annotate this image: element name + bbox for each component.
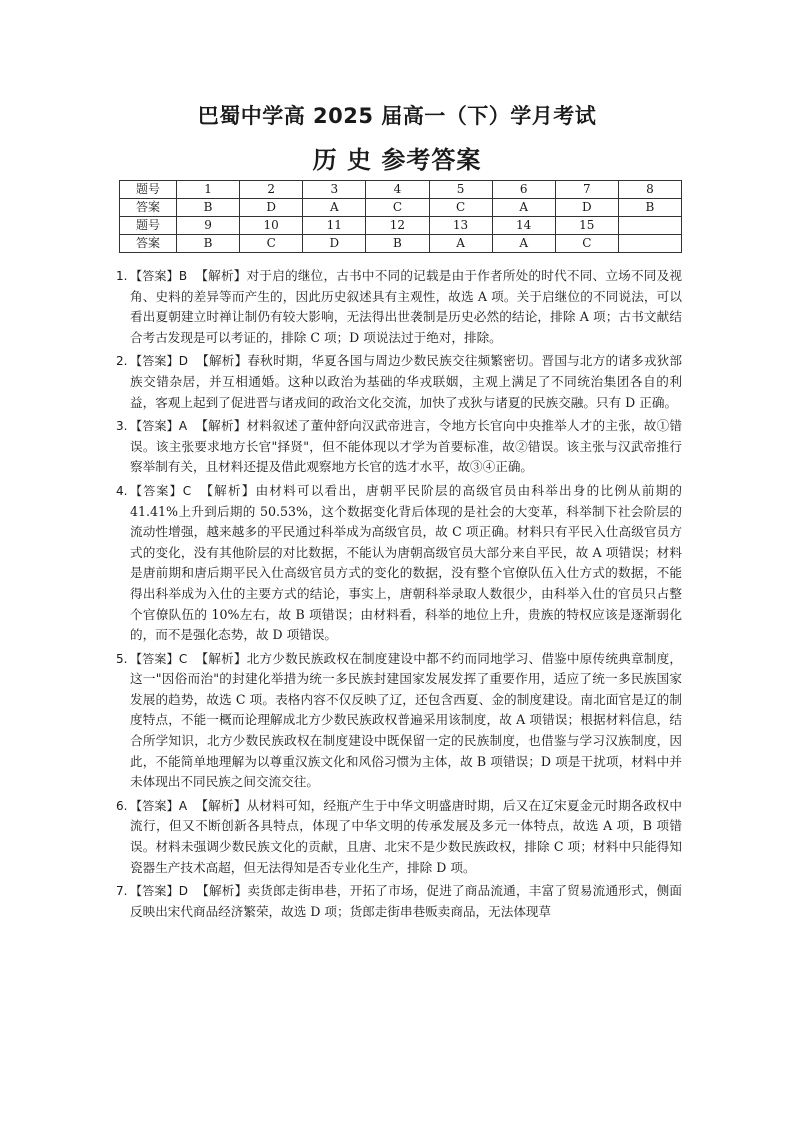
answer-table-row [120,235,682,253]
analysis-label: 【解析】 [196,353,248,369]
answer-table-cell: 5 [429,181,492,199]
item-number: 4. [116,483,128,498]
answer-table-cell: 7 [555,181,618,199]
answer-table-cell: 4 [366,181,429,199]
answer-tag: 【答案】A [130,419,188,434]
answer-table-cell: 3 [303,181,366,199]
answer-table-cell: B [366,235,429,253]
item-number: 2. [116,354,128,369]
answer-table-cell: 6 [492,181,555,199]
answer-table-cell: 14 [492,217,555,235]
explanation-item [116,416,682,478]
answer-tag: 【答案】D [130,884,189,899]
answer-table [119,180,682,253]
answer-table-cell: A [492,199,555,217]
explanation-item [116,481,682,646]
explanation-item [116,649,682,793]
answer-table-cell: B [618,199,681,217]
exam-subtitle: 历 史 参考答案 [312,146,482,174]
answer-table-cell: 2 [240,181,303,199]
answer-table-cell: 1 [177,181,240,199]
analysis-text: 对于启的继位，古书中不同的记载是由于作者所处的时代不同、立场不同及视角、史料的差异等而产生的，因此历史叙述具有主观性，故选 A 项。关于启继位的不同说法，可以看出夏朝建立时禅让制仍有较大影响，无法得出世袭制是历史必然的结论，排除 A 项；古书文献结合考古发现是可以考证的，排除 C 项；D 项说法过于绝对，排除。 [130,268,683,345]
analysis-text: 北方少数民族政权在制度建设中都不约而同地学习、借鉴中原传统典章制度，这一"因俗而治"的封建化举措为统一多民族封建国家发展发挥了重要作用，适应了统一多民族国家发展的趋势，故选 C 项。表格内容不仅反映了辽，还包含西夏、金的制度建设。南北面官是辽的制度特点，不能一概而论理解成北方少数民族政权普遍采用该制度，故 A 项错误；根据材料信息，结合所学知识，北方少数民族政权在制度建设中既保留一定的民族制度，也借鉴与学习汉族制度，因此，不能简单地理解为以尊重汉族文化和风俗习惯为主体，故 B 项错误；D 项是干扰项，材料中并未体现出不同民族之间交流交往。 [130,650,682,790]
answer-table-row [120,181,682,199]
explanation-item [116,881,682,922]
analysis-label: 【解析】 [195,650,247,666]
answer-table-cell: D [240,199,303,217]
answer-tag: 【答案】C [130,483,192,498]
answer-table-row-header: 题号 [120,217,177,235]
answer-table-cell: 12 [366,217,429,235]
answer-table-cell [618,217,681,235]
answer-table-cell: 9 [177,217,240,235]
answer-table-row [120,199,682,217]
analysis-text: 春秋时期，华夏各国与周边少数民族交往频繁密切。晋国与北方的诸多戎狄部族交错杂居，并互相通婚。这种以政治为基础的华戎联姻，主观上满足了不同统治集团各自的利益，客观上起到了促进晋与诸戎间的政治文化交流，加快了戎狄与诸夏的民族交融。只有 D 正确。 [130,353,683,410]
answer-table-cell: C [240,235,303,253]
answer-table-cell: 15 [555,217,618,235]
explanation-item [116,796,682,878]
answer-table-cell: C [366,199,429,217]
answer-table-cell: A [492,235,555,253]
answer-table-cell: A [429,235,492,253]
analysis-text: 由材料可以看出，唐朝平民阶层的高级官员由科举出身的比例从前期的 41.41%上升到后期的 50.53%，这个数据变化背后体现的是社会的大变革，科举制下社会阶层的流动性增强，越来越多的平民通过科举成为高级官员，故 C 项正确。材料只有平民入仕高级官员方式的变化，没有其他阶层的对比数据，不能认为唐朝高级官员大部分来自平民，故 A 项错误；材料是唐前期和唐后期平民入仕高级官员方式的变化的数据，没有整个官僚队伍入仕方式的数据，不能得出科举成为入仕的主要方式的结论，事实上，唐朝科举录取人数很少，由科举入仕的官员只占整个官僚队伍的 10%左右，故 B 项错误；由材料看，科举的地位上升，贵族的特权应该是逐渐弱化的，而不是强化态势，故 D 项错误。 [130,482,683,643]
explanation-item [116,266,682,348]
analysis-text: 卖货郎走街串巷，开拓了市场，促进了商品流通，丰富了贸易流通形式，侧面反映出宋代商品经济繁荣，故选 D 项；货郎走街串巷贩卖商品，无法体现草 [130,883,683,919]
analysis-label: 【解析】 [196,883,248,899]
analysis-label: 【解析】 [195,797,247,813]
analysis-label: 【解析】 [199,482,256,498]
answer-tag: 【答案】B [130,269,188,283]
answer-table-cell: C [555,235,618,253]
explanation-item [116,351,682,413]
answer-table-row-header: 答案 [120,199,177,217]
answer-table-cell: C [429,199,492,217]
answer-table-row [120,217,682,235]
item-number: 3. [116,419,128,434]
answer-table-cell: 8 [618,181,681,199]
analysis-text: 从材料可知，经瓶产生于中华文明盛唐时期，后又在辽宋夏金元时期各政权中流行，但又不断创新各具特点，体现了中华文明的传承发展及多元一体特点，故选 A 项，B 项错误。材料未强调少数民族文化的贡献，且唐、北宋不是少数民族政权，排除 C 项；材料中只能得知瓷器生产技术高超，但无法得知是否专业化生产，排除 D 项。 [130,797,683,875]
analysis-label: 【解析】 [195,268,247,283]
answer-table-cell: 13 [429,217,492,235]
answer-tag: 【答案】C [130,651,188,666]
answer-table-cell: 10 [240,217,303,235]
answer-table-cell: B [177,199,240,217]
explanations [116,266,682,925]
answer-table-cell [618,235,681,253]
item-number: 1. [116,269,128,283]
item-number: 7. [116,884,128,899]
item-number: 5. [116,651,128,666]
answer-table-cell: B [177,235,240,253]
answer-table-cell: D [555,199,618,217]
answer-tag: 【答案】A [130,798,188,813]
answer-tag: 【答案】D [130,354,189,369]
answer-table-cell: D [303,235,366,253]
exam-title: 巴蜀中学高 2025 届高一（下）学月考试 [197,104,597,128]
answer-table-row-header: 答案 [120,235,177,253]
analysis-text: 材料叙述了董仲舒向汉武帝进言，令地方长官向中央推举人才的主张，故①错误。该主张要求地方长官"择贤"，但不能体现以才学为首要标准，故②错误。该主张与汉武帝推行察举制有关，且材料还提及借此观察地方长官的选才水平，故③④正确。 [130,418,683,475]
answer-table-cell: A [303,199,366,217]
answer-table-cell: 11 [303,217,366,235]
item-number: 6. [116,798,128,813]
answer-table-row-header: 题号 [120,181,177,199]
analysis-label: 【解析】 [195,418,247,434]
